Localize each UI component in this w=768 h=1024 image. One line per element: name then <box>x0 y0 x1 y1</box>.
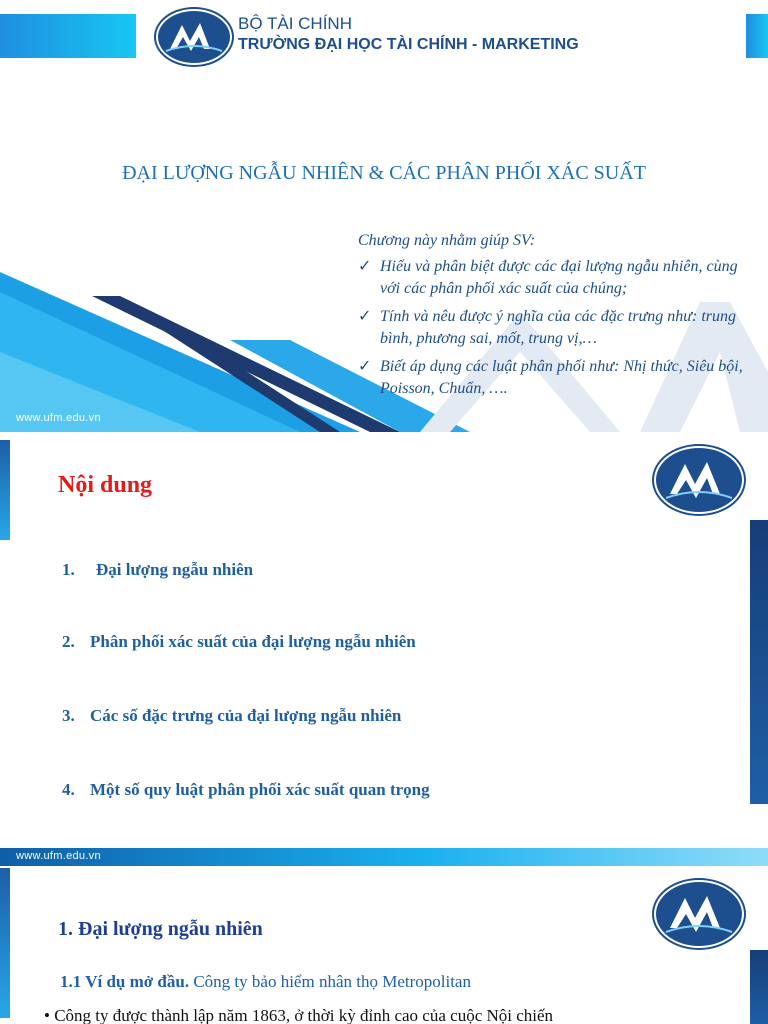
contents-heading: Nội dung <box>58 472 153 498</box>
right-accent-bar <box>750 950 768 1024</box>
university-name: TRƯỜNG ĐẠI HỌC TÀI CHÍNH - MARKETING <box>238 36 579 53</box>
objectives-list <box>358 256 754 400</box>
chapter-objectives <box>358 230 754 406</box>
website-url: www.ufm.edu.vn <box>16 412 101 424</box>
toc-item: 3. Các số đặc trưng của đại lượng ngẫu nhiên <box>62 706 402 725</box>
left-accent-bar <box>0 440 10 540</box>
objective-item: ✓ Biết áp dụng các luật phân phối như: Nhị thức, Siêu bội, Poisson, Chuẩn, …. <box>358 358 743 397</box>
objective-item: ✓ Tính và nêu được ý nghĩa của các đặc trưng như: trung bình, phương sai, mốt, trung vị,… <box>358 308 736 347</box>
checkmark-icon: ✓ <box>358 308 372 325</box>
slide-title <box>0 0 768 432</box>
header-accent-bar-left <box>0 14 136 58</box>
body-bullet: • Công ty được thành lập năm 1863, ở thời kỳ đỉnh cao của cuộc Nội chiến <box>44 1006 554 1024</box>
toc-item: 4. Một số quy luật phân phối xác suất quan trọng <box>62 780 430 799</box>
slide-contents <box>0 432 768 838</box>
website-url: www.ufm.edu.vn <box>16 850 101 862</box>
footer-gradient-bar <box>0 848 768 866</box>
right-accent-bar <box>750 520 768 804</box>
university-logo <box>654 446 744 514</box>
left-accent-bar <box>0 868 10 1018</box>
logo-m-icon <box>656 882 742 946</box>
objective-item: ✓ Hiểu và phân biệt được các đại lượng ngẫu nhiên, cùng với các phân phối xác suất của chúng; <box>358 258 738 297</box>
toc-item: 2. Phân phối xác suất của đại lượng ngẫu nhiên <box>62 632 416 651</box>
objectives-intro: Chương này nhằm giúp SV: <box>358 232 536 249</box>
checkmark-icon: ✓ <box>358 358 372 375</box>
logo-m-icon <box>656 448 742 512</box>
university-logo <box>654 880 744 948</box>
slide-main-title: ĐẠI LƯỢNG NGẪU NHIÊN & CÁC PHÂN PHỐI XÁC SUẤT <box>122 162 646 184</box>
section-title: 1. Đại lượng ngẫu nhiên <box>58 918 263 940</box>
subsection-heading: 1.1 Ví dụ mở đầu. Công ty bảo hiểm nhân thọ Metropolitan <box>60 972 471 991</box>
logo-m-icon <box>158 11 230 63</box>
checkmark-icon: ✓ <box>358 258 372 275</box>
university-logo <box>156 9 232 65</box>
header-accent-bar-right <box>746 14 768 58</box>
toc-item: 1. Đại lượng ngẫu nhiên <box>62 560 254 579</box>
ministry-name: BỘ TÀI CHÍNH <box>238 14 352 33</box>
slide-section-1 <box>0 838 768 1024</box>
